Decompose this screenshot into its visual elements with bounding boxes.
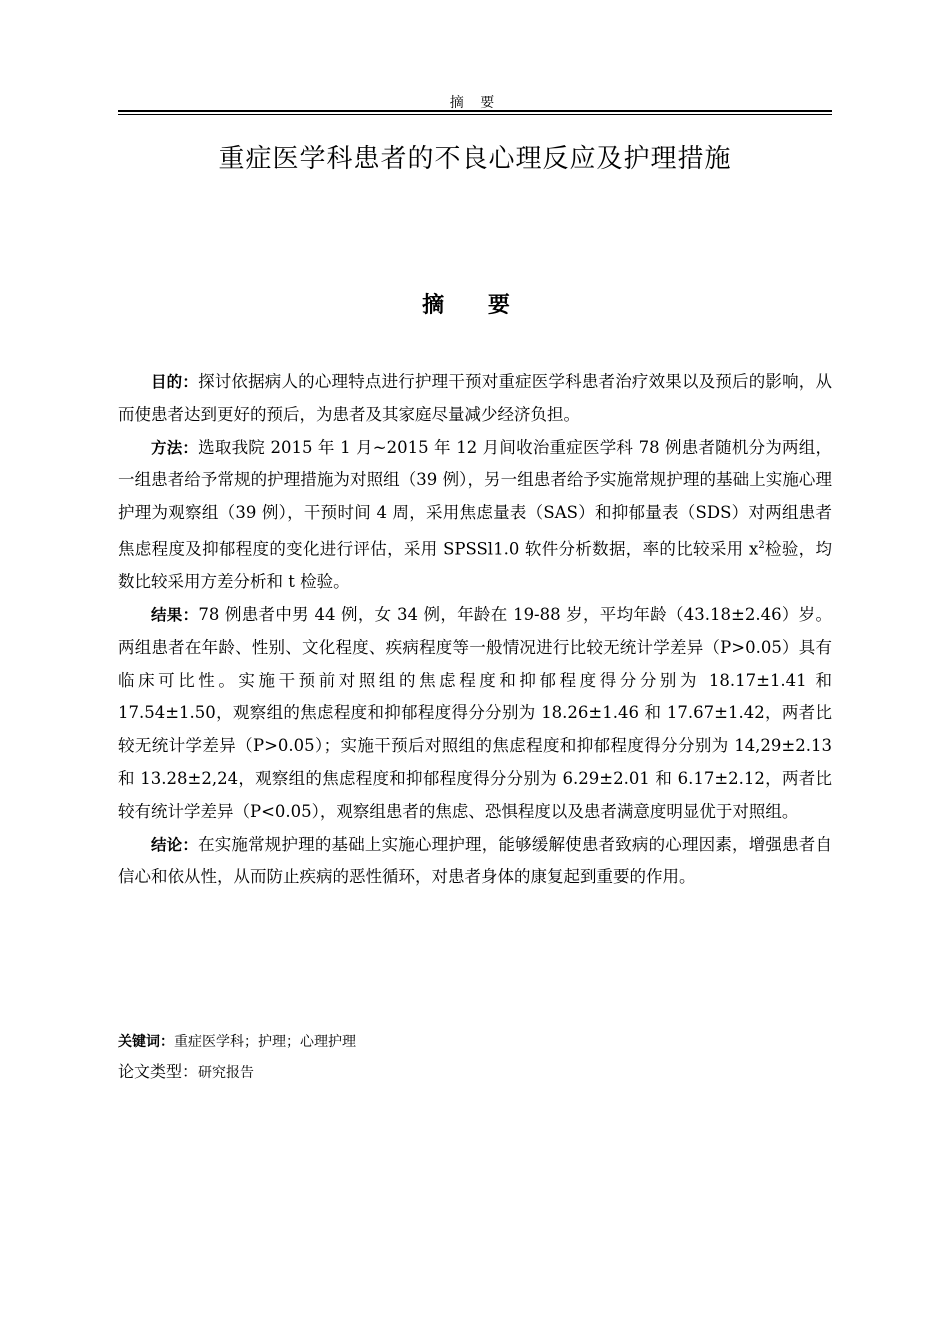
objective-paragraph — [118, 366, 832, 432]
result-label: 结果： — [151, 606, 199, 625]
method-paragraph — [118, 432, 832, 599]
running-header: 摘 要 — [449, 95, 501, 111]
conclusion-text: 在实施常规护理的基础上实施心理护理，能够缓解使患者致病的心理因素，增强患者自信心和依从性，从而防止疾病的恶性循环，对患者身体的康复起到重要的作用。 — [118, 834, 832, 887]
result-text: 78 例患者中男 44 例，女 34 例，年龄在 19-88 岁，平均年龄（43.18±2.46）岁。两组患者在年龄、性别、文化程度、疾病程度等一般情况进行比较无统计学差异（P>0.05）具有临床可比性。实施干预前对照组的焦虑程度和抑郁程度得分分别为 18.17±1.41 和 17.54±1.50，观察组的焦虑程度和抑郁程度得分分别为 18.26±1.46 和 17.67±1.42，两者比较无统计学差异（P>0.05）；实施干预后对照组的焦虑程度和抑郁程度得分分别为 14,29±2.13 和 13.28±2,24，观察组的焦虑程度和抑郁程度得分分别为 6.29±2.01 和 6.17±2.12，两者比较有统计学差异（P<0.05），观察组患者的焦虑、恐惧程度以及患者满意度明显优于对照组。 — [118, 605, 832, 821]
objective-text: 探讨依据病人的心理特点进行护理干预对重症医学科患者治疗效果以及预后的影响，从而使患者达到更好的预后，为患者及其家庭尽量减少经济负担。 — [118, 372, 832, 424]
paper-type-line — [118, 1057, 832, 1088]
method-text-end: 检验，均数比较采用方差分析和 t 检验。 — [118, 539, 833, 592]
keywords-value: 重症医学科；护理；心理护理 — [174, 1034, 356, 1050]
metadata-block — [118, 1028, 832, 1088]
paper-title: 重症医学科患者的不良心理反应及护理措施 — [218, 144, 732, 174]
paper-type-label: 论文类型： — [118, 1062, 199, 1081]
abstract-heading: 摘 要 — [422, 293, 528, 318]
objective-label: 目的： — [151, 373, 199, 391]
keywords-line — [118, 1028, 832, 1057]
keywords-label: 关键词： — [118, 1034, 174, 1050]
header-rule-thin — [118, 114, 832, 115]
header-rule-thick — [118, 110, 832, 112]
method-superscript: 2 — [758, 539, 765, 551]
abstract-body — [118, 366, 832, 894]
method-label: 方法： — [151, 438, 199, 457]
conclusion-label: 结论： — [151, 835, 199, 854]
result-paragraph — [118, 599, 832, 829]
paper-type-value: 研究报告 — [198, 1065, 255, 1081]
conclusion-paragraph — [118, 829, 832, 895]
method-text: 选取我院 2015 年 1 月~2015 年 12 月间收治重症医学科 78 例患者随机分为两组，一组患者给予常规的护理措施为对照组（39 例），另一组患者给予实施常规护理的基础上实施心理护理为观察组（39 例），干预时间 4 周，采用焦虑量表（SAS）和抑郁量表（SDS）对两组患者焦虑程度及抑郁程度的变化进行评估，采用 SPSSl1.0 软件分析数据，率的比较采用 x — [118, 437, 832, 559]
